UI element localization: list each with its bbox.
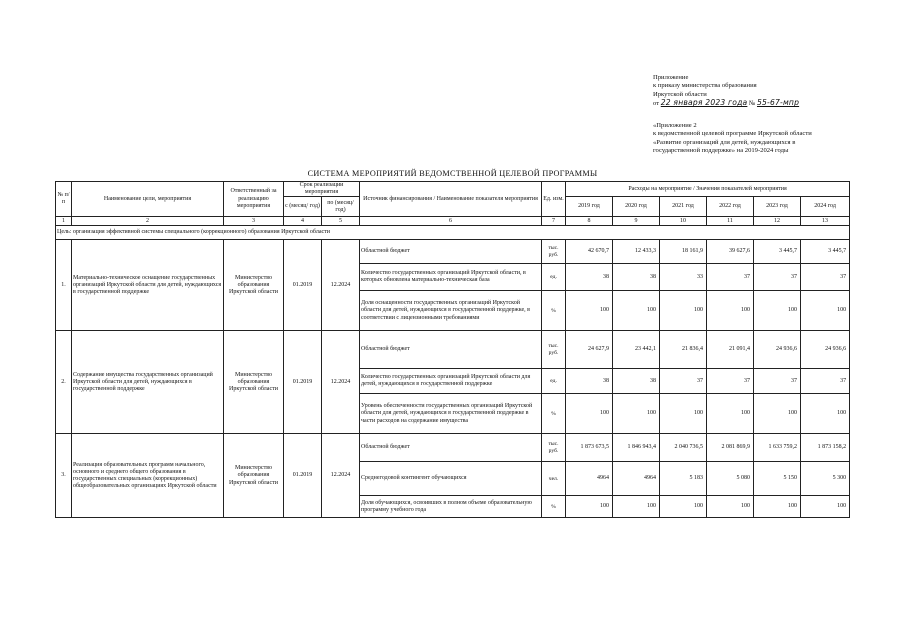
header-year: 2022 год <box>707 197 754 217</box>
indicator-label: Количество государственных организаций Иркутской области, в которых обновлена материально-техническая база <box>360 264 542 291</box>
header-source: Источник финансирования / Наименование показателя мероприятия <box>360 182 542 217</box>
indicator-unit: ед. <box>542 264 566 291</box>
header-term-to: по (месяц/ год) <box>322 197 360 217</box>
goal-text: Цель: организация эффективной системы специального (коррекционного) образования Иркутской области <box>56 226 850 240</box>
indicator-value: 100 <box>613 394 660 434</box>
number-prefix: № <box>749 100 756 108</box>
indicator-value: 42 670,7 <box>566 240 613 264</box>
handwritten-date: 22 января 2023 года <box>660 98 748 108</box>
indicator-value: 100 <box>801 394 850 434</box>
indicator-value: 38 <box>613 264 660 291</box>
indicator-value: 37 <box>754 264 801 291</box>
indicator-value: 100 <box>660 394 707 434</box>
col-number: 7 <box>542 217 566 226</box>
indicator-value: 2 081 869,9 <box>707 434 754 462</box>
measure-row <box>56 240 850 264</box>
indicator-value: 23 442,1 <box>613 331 660 369</box>
indicator-value: 12 433,3 <box>613 240 660 264</box>
indicator-unit: % <box>542 394 566 434</box>
indicator-label: Областной бюджет <box>360 331 542 369</box>
measure-responsible: Министерство образования Иркутской области <box>224 331 284 434</box>
indicator-label: Уровень обеспеченности государственных организаций Иркутской области для детей, нуждающихся в государственной поддержке в части расходов на содержание имущества <box>360 394 542 434</box>
measure-to: 12.2024 <box>322 240 360 331</box>
measure-responsible: Министерство образования Иркутской области <box>224 240 284 331</box>
col-number: 13 <box>801 217 850 226</box>
indicator-value: 100 <box>754 291 801 331</box>
indicator-label: Количество государственных организаций Иркутской области для детей, нуждающихся в государственной поддержке <box>360 369 542 394</box>
col-number: 4 <box>284 217 322 226</box>
indicator-value: 37 <box>801 369 850 394</box>
appendix-2-line: к ведомственной целевой программе Иркутской области <box>653 130 812 138</box>
indicator-label: Областной бюджет <box>360 434 542 462</box>
indicator-value: 1 873 673,5 <box>566 434 613 462</box>
header-name: Наименование цели, мероприятия <box>72 182 224 217</box>
header-term: Срок реализации мероприятия <box>284 182 360 197</box>
header-year: 2020 год <box>613 197 660 217</box>
indicator-value: 24 627,9 <box>566 331 613 369</box>
appendix-stamp <box>653 74 799 109</box>
appendix-2-line: «Приложение 2 <box>653 122 697 129</box>
indicator-value: 5 080 <box>707 462 754 496</box>
col-number: 9 <box>613 217 660 226</box>
appendix-2-line: «Развитие организаций для детей, нуждающихся в <box>653 138 796 146</box>
document-title: СИСТЕМА МЕРОПРИЯТИЙ ВЕДОМСТВЕННОЙ ЦЕЛЕВОЙ ПРОГРАММЫ <box>307 169 598 178</box>
measure-to: 12.2024 <box>322 434 360 518</box>
col-number: 2 <box>72 217 224 226</box>
indicator-value: 24 936,6 <box>801 331 850 369</box>
indicator-value: 38 <box>566 369 613 394</box>
measure-row <box>56 331 850 369</box>
indicator-value: 100 <box>566 394 613 434</box>
col-number: 5 <box>322 217 360 226</box>
indicator-value: 100 <box>613 496 660 518</box>
header-year: 2021 год <box>660 197 707 217</box>
appendix-line: к приказу министерства образования <box>653 82 757 90</box>
measure-responsible: Министерство образования Иркутской области <box>224 434 284 518</box>
header-num: № п/п <box>56 182 72 217</box>
measure-from: 01.2019 <box>284 240 322 331</box>
col-number: 10 <box>660 217 707 226</box>
indicator-value: 38 <box>566 264 613 291</box>
header-row <box>56 182 850 197</box>
col-number: 3 <box>224 217 284 226</box>
appendix-line: Иркутской области <box>653 90 707 98</box>
col-number: 8 <box>566 217 613 226</box>
col-number: 6 <box>360 217 542 226</box>
header-unit: Ед. изм. <box>542 182 566 217</box>
measure-row <box>56 434 850 462</box>
indicator-value: 100 <box>660 496 707 518</box>
indicator-value: 4964 <box>613 462 660 496</box>
indicator-value: 3 445,7 <box>754 240 801 264</box>
date-prefix: от <box>653 100 660 108</box>
measure-from: 01.2019 <box>284 331 322 434</box>
indicator-value: 100 <box>707 496 754 518</box>
indicator-value: 100 <box>754 496 801 518</box>
indicator-value: 100 <box>566 496 613 518</box>
measure-num: 1. <box>56 240 72 331</box>
handwritten-number: 55-67-мпр <box>756 98 800 108</box>
measure-to: 12.2024 <box>322 331 360 434</box>
indicator-value: 18 161,9 <box>660 240 707 264</box>
measure-name: Содержание имущества государственных организаций Иркутской области для детей, нуждающихся в государственной поддержке <box>72 331 224 434</box>
indicator-value: 1 873 158,2 <box>801 434 850 462</box>
indicator-value: 37 <box>660 369 707 394</box>
indicator-label: Доля оснащенности государственных организаций Иркутской области для детей, нуждающихся в государственной поддержке, в соответствии с лицензионными требованиями <box>360 291 542 331</box>
indicator-label: Среднегодовой контингент обучающихся <box>360 462 542 496</box>
indicator-unit: ед. <box>542 369 566 394</box>
indicator-value: 2 040 736,5 <box>660 434 707 462</box>
col-number: 11 <box>707 217 754 226</box>
measure-name: Реализация образовательных программ начального, основного и среднего общего образования в государственных специальных (коррекционных) общеобразовательных организациях Иркутской области <box>72 434 224 518</box>
indicator-value: 100 <box>754 394 801 434</box>
measure-num: 3. <box>56 434 72 518</box>
indicator-label: Областной бюджет <box>360 240 542 264</box>
indicator-unit: % <box>542 496 566 518</box>
col-number: 12 <box>754 217 801 226</box>
indicator-label: Доля обучающихся, освоивших в полном объеме образовательную программу учебного года <box>360 496 542 518</box>
indicator-value: 100 <box>660 291 707 331</box>
indicator-value: 100 <box>566 291 613 331</box>
header-expenses: Расходы на мероприятие / Значения показателей мероприятия <box>566 182 850 197</box>
indicator-value: 4964 <box>566 462 613 496</box>
appendix-date-line <box>653 99 799 108</box>
indicator-value: 39 627,6 <box>707 240 754 264</box>
indicator-value: 3 445,7 <box>801 240 850 264</box>
appendix-2-line: государственной поддержке» на 2019-2024 годы <box>653 147 789 155</box>
indicator-value: 100 <box>613 291 660 331</box>
header-year: 2024 год <box>801 197 850 217</box>
header-responsible: Ответственный за реализацию мероприятия <box>224 182 284 217</box>
indicator-value: 37 <box>707 369 754 394</box>
indicator-value: 1 846 943,4 <box>613 434 660 462</box>
indicator-unit: тыс. руб. <box>542 331 566 369</box>
indicator-value: 33 <box>660 264 707 291</box>
measure-name: Материально-техническое оснащение государственных организаций Иркутской области для детей, нуждающихся в государственной поддержке <box>72 240 224 331</box>
header-year: 2023 год <box>754 197 801 217</box>
indicator-value: 1 633 759,2 <box>754 434 801 462</box>
indicator-value: 21 836,4 <box>660 331 707 369</box>
indicator-value: 37 <box>754 369 801 394</box>
indicator-value: 5 183 <box>660 462 707 496</box>
indicator-value: 24 936,6 <box>754 331 801 369</box>
header-term-from: с (месяц/ год) <box>284 197 322 217</box>
indicator-value: 21 091,4 <box>707 331 754 369</box>
indicator-value: 5 300 <box>801 462 850 496</box>
indicator-value: 100 <box>801 291 850 331</box>
appendix-2-note <box>653 122 812 156</box>
indicator-value: 37 <box>707 264 754 291</box>
indicator-value: 100 <box>801 496 850 518</box>
measure-num: 2. <box>56 331 72 434</box>
indicator-value: 37 <box>801 264 850 291</box>
indicator-value: 38 <box>613 369 660 394</box>
indicator-value: 100 <box>707 291 754 331</box>
measures-table <box>55 181 850 518</box>
indicator-unit: % <box>542 291 566 331</box>
goal-row <box>56 226 850 240</box>
indicator-value: 100 <box>707 394 754 434</box>
indicator-unit: тыс. руб. <box>542 240 566 264</box>
column-numbers-row <box>56 217 850 226</box>
indicator-value: 5 150 <box>754 462 801 496</box>
header-year: 2019 год <box>566 197 613 217</box>
indicator-unit: чел. <box>542 462 566 496</box>
appendix-line: Приложение <box>653 74 689 81</box>
col-number: 1 <box>56 217 72 226</box>
indicator-unit: тыс. руб. <box>542 434 566 462</box>
measure-from: 01.2019 <box>284 434 322 518</box>
